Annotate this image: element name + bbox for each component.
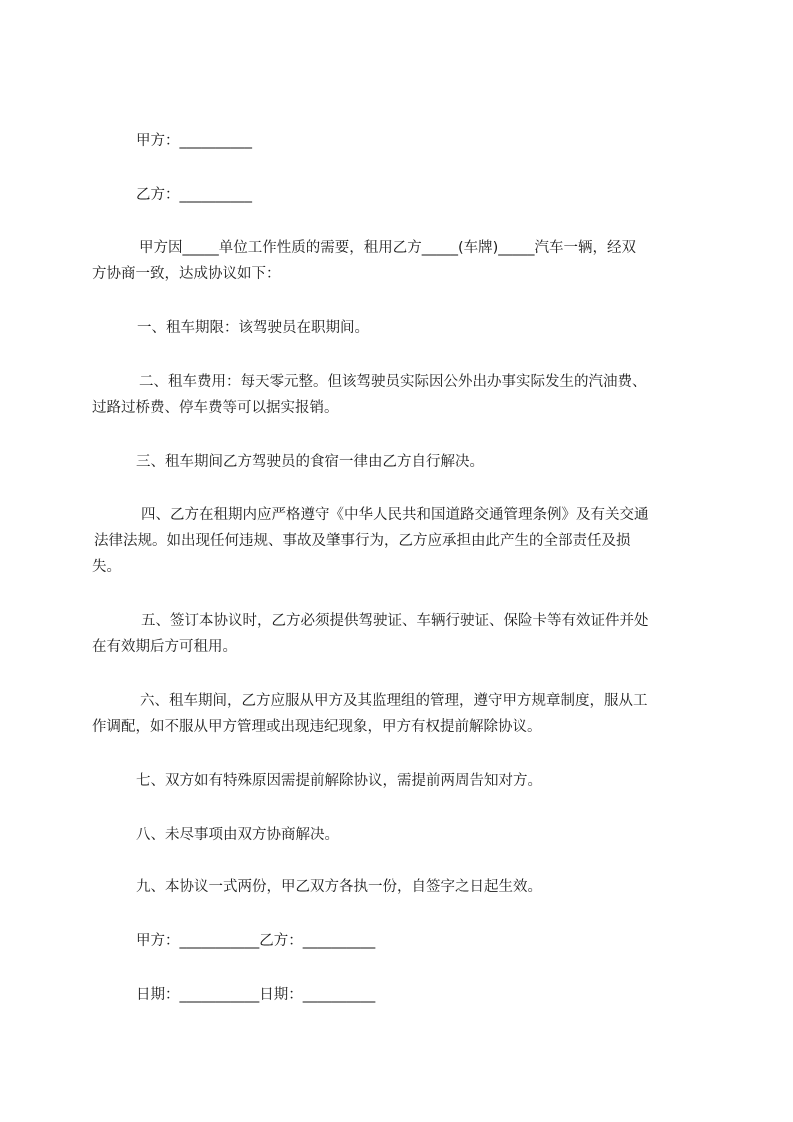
clause-5-line-2: 在有效期后方可租用。 [92,639,237,655]
intro-line-1: 甲方因_____单位工作性质的需要，租用乙方_____(车牌)_____汽车一辆，经双 [139,240,637,256]
intro-line-2: 方协商一致，达成协议如下： [92,266,281,282]
clause-5-line-1: 五、签订本协议时，乙方必须提供驾驶证、车辆行驶证、保险卡等有效证件并处 [141,613,649,629]
party-a-line: 甲方：__________ [136,133,252,149]
clause-6-line-1: 六、租车期间，乙方应服从甲方及其监理组的管理，遵守甲方规章制度，服从工 [140,693,648,709]
signature-parties-line: 甲方：___________乙方：__________ [136,933,376,949]
clause-4-line-1: 四、乙方在租期内应严格遵守《中华人民共和国道路交通管理条例》及有关交通 [141,507,649,523]
party-b-line: 乙方：__________ [136,187,252,203]
clause-2-line-1: 二、租车费用：每天零元整。但该驾驶员实际因公外出办事实际发生的汽油费、 [139,374,647,390]
clause-3-line-1: 三、租车期间乙方驾驶员的食宿一律由乙方自行解决。 [136,454,484,470]
clause-1-line-1: 一、租车期限：该驾驶员在职期间。 [137,320,369,336]
clause-2-line-2: 过路过桥费、停车费等可以据实报销。 [92,400,339,416]
signature-dates-line: 日期：___________日期：__________ [136,987,376,1003]
clause-6-line-2: 作调配，如不服从甲方管理或出现违纪现象，甲方有权提前解除协议。 [92,719,542,735]
clause-4-line-2: 法律法规。如出现任何违规、事故及肇事行为，乙方应承担由此产生的全部责任及损 [94,533,631,549]
clause-9-line-1: 九、本协议一式两份，甲乙双方各执一份，自签字之日起生效。 [136,879,542,895]
clause-8-line-1: 八、未尽事项由双方协商解决。 [136,827,339,843]
clause-4-line-3: 失。 [92,559,121,575]
clause-7-line-1: 七、双方如有特殊原因需提前解除协议，需提前两周告知对方。 [136,773,542,789]
